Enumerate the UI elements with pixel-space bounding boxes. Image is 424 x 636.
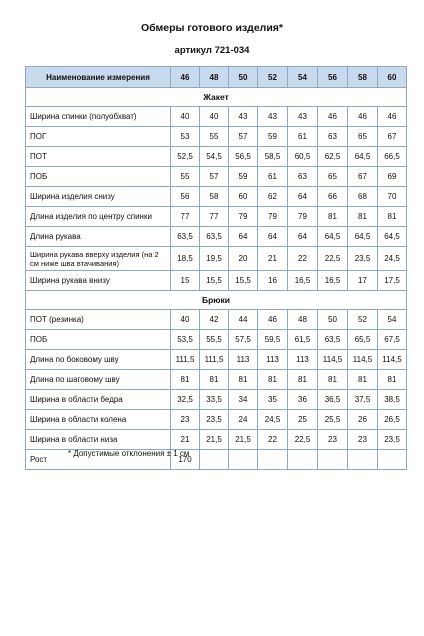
table-row bbox=[26, 167, 407, 187]
measurement-name: Ширина изделия снизу bbox=[26, 187, 171, 207]
measurement-name: Ширина в области бедра bbox=[26, 390, 171, 410]
measurement-value: 46 bbox=[258, 310, 288, 330]
measurement-value: 38,5 bbox=[378, 390, 407, 410]
measurement-value: 114,5 bbox=[378, 350, 407, 370]
measurement-value bbox=[288, 450, 318, 470]
measurement-value: 67 bbox=[348, 167, 378, 187]
header-size: 50 bbox=[229, 67, 258, 88]
measurement-value: 64,5 bbox=[378, 227, 407, 247]
measurement-name: Длина по шаговому шву bbox=[26, 370, 171, 390]
measurement-value: 62 bbox=[258, 187, 288, 207]
measurement-value: 21,5 bbox=[200, 430, 229, 450]
measurement-value bbox=[348, 450, 378, 470]
table-row bbox=[26, 147, 407, 167]
measurement-name: ПОГ bbox=[26, 127, 171, 147]
measurement-value: 55 bbox=[200, 127, 229, 147]
measurement-value: 44 bbox=[229, 310, 258, 330]
measurement-value: 79 bbox=[229, 207, 258, 227]
measurement-value: 170 bbox=[171, 450, 200, 470]
measurement-value: 70 bbox=[378, 187, 407, 207]
header-size: 46 bbox=[171, 67, 200, 88]
table-row bbox=[26, 107, 407, 127]
measurement-value: 79 bbox=[258, 207, 288, 227]
measurement-value: 64 bbox=[229, 227, 258, 247]
measurement-value: 65 bbox=[318, 167, 348, 187]
measurement-value: 64 bbox=[288, 227, 318, 247]
measurement-name: ПОТ (резинка) bbox=[26, 310, 171, 330]
measurement-value: 58 bbox=[200, 187, 229, 207]
measurement-value: 15,5 bbox=[229, 271, 258, 291]
measurement-value: 57 bbox=[200, 167, 229, 187]
measurement-value: 81 bbox=[378, 207, 407, 227]
header-size: 56 bbox=[318, 67, 348, 88]
measurement-value: 114,5 bbox=[318, 350, 348, 370]
measurement-value: 40 bbox=[171, 107, 200, 127]
measurement-value: 46 bbox=[348, 107, 378, 127]
measurement-value: 32,5 bbox=[171, 390, 200, 410]
measurement-value: 46 bbox=[318, 107, 348, 127]
measurement-value: 66 bbox=[318, 187, 348, 207]
measurement-value: 111,5 bbox=[200, 350, 229, 370]
measurement-name: Рост bbox=[26, 450, 171, 470]
measurement-value: 64,5 bbox=[348, 227, 378, 247]
measurement-value: 63,5 bbox=[318, 330, 348, 350]
measurement-value: 58,5 bbox=[258, 147, 288, 167]
measurement-value: 17 bbox=[348, 271, 378, 291]
table-row bbox=[26, 350, 407, 370]
measurement-value: 64 bbox=[258, 227, 288, 247]
table-row bbox=[26, 370, 407, 390]
measurement-value: 60,5 bbox=[288, 147, 318, 167]
measurement-value: 113 bbox=[229, 350, 258, 370]
measurement-name: Длина изделия по центру спинки bbox=[26, 207, 171, 227]
measurement-value: 81 bbox=[229, 370, 258, 390]
measurement-value: 67 bbox=[378, 127, 407, 147]
measurement-value bbox=[200, 450, 229, 470]
section-title: Жакет bbox=[26, 88, 407, 107]
measurement-value: 64,5 bbox=[318, 227, 348, 247]
header-size: 52 bbox=[258, 67, 288, 88]
measurement-value: 67,5 bbox=[378, 330, 407, 350]
header-size: 60 bbox=[378, 67, 407, 88]
measurement-value: 63,5 bbox=[171, 227, 200, 247]
measurement-value: 65 bbox=[348, 127, 378, 147]
measurement-value: 23 bbox=[348, 430, 378, 450]
measurement-value: 26,5 bbox=[378, 410, 407, 430]
measurement-value: 46 bbox=[378, 107, 407, 127]
measurement-name: Ширина рукава вверху изделия (на 2 см ниже шва втачивания) bbox=[26, 247, 171, 271]
measurement-value: 64,5 bbox=[348, 147, 378, 167]
measurement-value: 22,5 bbox=[288, 430, 318, 450]
table-row bbox=[26, 187, 407, 207]
measurements-table bbox=[25, 66, 407, 470]
section-row bbox=[26, 88, 407, 107]
measurement-value: 77 bbox=[171, 207, 200, 227]
measurement-value: 26 bbox=[348, 410, 378, 430]
measurement-value: 66,5 bbox=[378, 147, 407, 167]
measurement-value: 40 bbox=[171, 310, 200, 330]
measurement-value: 81 bbox=[378, 370, 407, 390]
table-row bbox=[26, 330, 407, 350]
measurement-value: 50 bbox=[318, 310, 348, 330]
measurement-value: 77 bbox=[200, 207, 229, 227]
header-size: 58 bbox=[348, 67, 378, 88]
measurement-value: 23,5 bbox=[378, 430, 407, 450]
measurement-value: 56,5 bbox=[229, 147, 258, 167]
measurement-name: Длина рукава bbox=[26, 227, 171, 247]
measurement-value: 55 bbox=[171, 167, 200, 187]
measurement-value: 40 bbox=[200, 107, 229, 127]
measurement-value: 23 bbox=[318, 430, 348, 450]
measurement-value: 52 bbox=[348, 310, 378, 330]
measurement-value: 20 bbox=[229, 247, 258, 271]
measurement-value: 81 bbox=[348, 370, 378, 390]
measurement-value: 23,5 bbox=[200, 410, 229, 430]
measurement-value: 57,5 bbox=[229, 330, 258, 350]
measurement-value: 15,5 bbox=[200, 271, 229, 291]
measurement-value bbox=[378, 450, 407, 470]
measurement-value: 35 bbox=[258, 390, 288, 410]
measurement-value: 59 bbox=[258, 127, 288, 147]
measurement-value: 114,5 bbox=[348, 350, 378, 370]
measurement-value: 24,5 bbox=[378, 247, 407, 271]
measurement-value: 81 bbox=[348, 207, 378, 227]
header-size: 48 bbox=[200, 67, 229, 88]
tolerance-note: * Допустимые отклонения ± 1 см bbox=[68, 449, 190, 458]
measurement-value: 43 bbox=[258, 107, 288, 127]
measurement-value: 81 bbox=[318, 370, 348, 390]
measurement-value bbox=[258, 450, 288, 470]
measurement-value: 54 bbox=[378, 310, 407, 330]
measurement-value: 36 bbox=[288, 390, 318, 410]
measurement-value: 15 bbox=[171, 271, 200, 291]
measurement-name: Ширина в области низа bbox=[26, 430, 171, 450]
measurement-value: 79 bbox=[288, 207, 318, 227]
measurement-value: 48 bbox=[288, 310, 318, 330]
measurement-value: 63 bbox=[318, 127, 348, 147]
table-row bbox=[26, 127, 407, 147]
measurement-value: 24,5 bbox=[258, 410, 288, 430]
measurement-value: 21,5 bbox=[229, 430, 258, 450]
measurement-value: 81 bbox=[258, 370, 288, 390]
measurement-value: 34 bbox=[229, 390, 258, 410]
table-row bbox=[26, 207, 407, 227]
measurement-name: Ширина рукава внизу bbox=[26, 271, 171, 291]
measurement-value: 111,5 bbox=[171, 350, 200, 370]
measurement-value: 22,5 bbox=[318, 247, 348, 271]
measurement-value: 22 bbox=[258, 430, 288, 450]
measurement-value: 55,5 bbox=[200, 330, 229, 350]
measurement-value: 60 bbox=[229, 187, 258, 207]
measurement-value: 54,5 bbox=[200, 147, 229, 167]
measurement-value: 61 bbox=[288, 127, 318, 147]
table-row bbox=[26, 227, 407, 247]
measurement-value bbox=[229, 450, 258, 470]
measurement-value: 59 bbox=[229, 167, 258, 187]
measurement-value: 61,5 bbox=[288, 330, 318, 350]
measurement-value: 24 bbox=[229, 410, 258, 430]
measurement-name: Ширина спинки (полуобхват) bbox=[26, 107, 171, 127]
measurement-value: 63,5 bbox=[200, 227, 229, 247]
measurement-value: 81 bbox=[171, 370, 200, 390]
measurement-value: 81 bbox=[200, 370, 229, 390]
measurement-value: 33,5 bbox=[200, 390, 229, 410]
measurement-value: 68 bbox=[348, 187, 378, 207]
section-row bbox=[26, 291, 407, 310]
table-row bbox=[26, 271, 407, 291]
measurement-value: 21 bbox=[258, 247, 288, 271]
measurement-value: 113 bbox=[258, 350, 288, 370]
measurement-value: 52,5 bbox=[171, 147, 200, 167]
measurement-value: 16,5 bbox=[318, 271, 348, 291]
measurement-name: Ширина в области колена bbox=[26, 410, 171, 430]
measurement-name: ПОТ bbox=[26, 147, 171, 167]
measurement-value: 25,5 bbox=[318, 410, 348, 430]
section-title: Брюки bbox=[26, 291, 407, 310]
measurement-value: 19,5 bbox=[200, 247, 229, 271]
measurement-value: 59,5 bbox=[258, 330, 288, 350]
measurement-value: 56 bbox=[171, 187, 200, 207]
measurement-value: 65,5 bbox=[348, 330, 378, 350]
measurement-value: 53 bbox=[171, 127, 200, 147]
measurement-value: 21 bbox=[171, 430, 200, 450]
measurement-value: 23 bbox=[171, 410, 200, 430]
table-row bbox=[26, 310, 407, 330]
measurement-value: 113 bbox=[288, 350, 318, 370]
table-row bbox=[26, 247, 407, 271]
measurement-value: 62,5 bbox=[318, 147, 348, 167]
measurement-value bbox=[318, 450, 348, 470]
measurement-value: 57 bbox=[229, 127, 258, 147]
measurement-value: 43 bbox=[288, 107, 318, 127]
measurement-value: 36,5 bbox=[318, 390, 348, 410]
measurement-value: 63 bbox=[288, 167, 318, 187]
article-number: артикул 721-034 bbox=[174, 45, 250, 56]
measurement-value: 61 bbox=[258, 167, 288, 187]
measurement-value: 18,5 bbox=[171, 247, 200, 271]
measurement-value: 23,5 bbox=[348, 247, 378, 271]
measurement-value: 81 bbox=[288, 370, 318, 390]
measurement-value: 37,5 bbox=[348, 390, 378, 410]
table-header-row bbox=[26, 67, 407, 88]
measurement-value: 43 bbox=[229, 107, 258, 127]
measurement-value: 64 bbox=[288, 187, 318, 207]
measurement-value: 22 bbox=[288, 247, 318, 271]
header-size: 54 bbox=[288, 67, 318, 88]
measurement-value: 16,5 bbox=[288, 271, 318, 291]
measurement-value: 69 bbox=[378, 167, 407, 187]
table-body bbox=[26, 88, 407, 470]
measurement-value: 17,5 bbox=[378, 271, 407, 291]
measurement-name: ПОБ bbox=[26, 167, 171, 187]
table-row bbox=[26, 390, 407, 410]
measurement-name: Длина по боковому шву bbox=[26, 350, 171, 370]
measurement-value: 25 bbox=[288, 410, 318, 430]
measurement-name: ПОБ bbox=[26, 330, 171, 350]
table-row bbox=[26, 430, 407, 450]
measurement-value: 16 bbox=[258, 271, 288, 291]
header-measurement-name: Наименование измерения bbox=[26, 67, 171, 88]
measurement-value: 53,5 bbox=[171, 330, 200, 350]
page-title: Обмеры готового изделия* bbox=[140, 22, 284, 34]
measurement-value: 81 bbox=[318, 207, 348, 227]
table-row bbox=[26, 410, 407, 430]
measurement-value: 42 bbox=[200, 310, 229, 330]
